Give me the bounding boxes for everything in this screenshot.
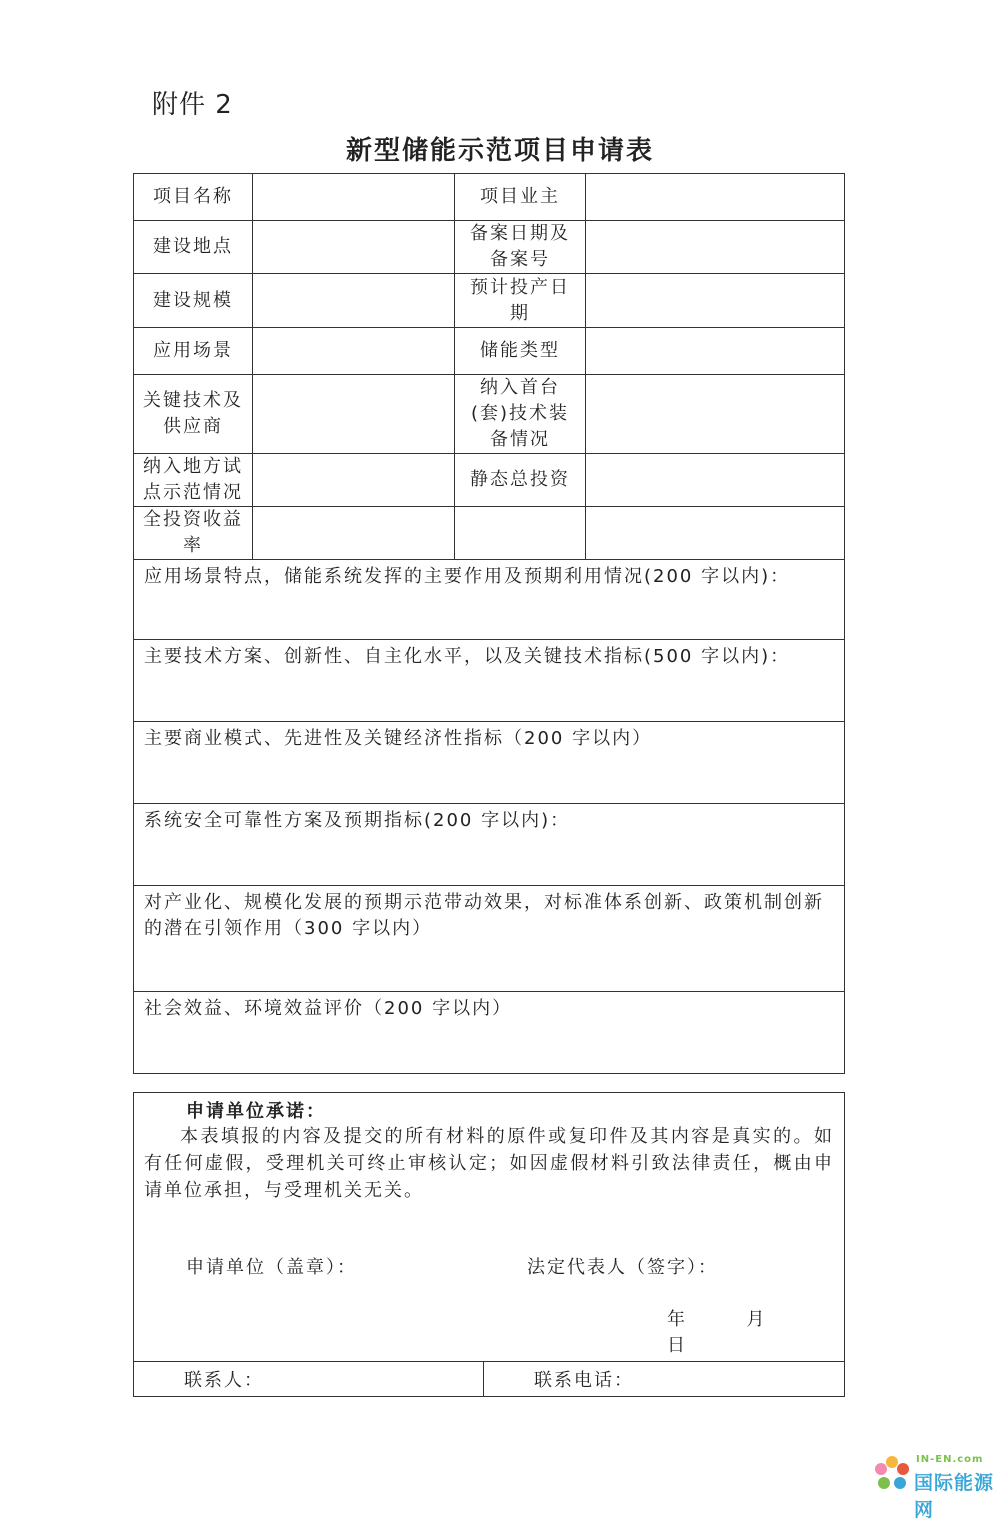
label-expected-date-line2: 期 (510, 302, 530, 324)
field-project-owner[interactable] (586, 174, 845, 221)
pledge-table (133, 1092, 845, 1397)
month-label: 月 (746, 1309, 767, 1330)
label-irr (134, 507, 253, 560)
watermark-logo (868, 1448, 1000, 1521)
label-build-location: 建设地点 (134, 221, 253, 274)
field-key-tech[interactable] (253, 375, 455, 454)
section-social-benefit[interactable]: 社会效益、环境效益评价（200 字以内） (134, 992, 845, 1074)
field-local-pilot[interactable] (253, 454, 455, 507)
unit-seal-label: 申请单位（盖章）： (186, 1257, 357, 1278)
label-key-tech (134, 375, 253, 454)
label-key-tech-line2: 供应商 (163, 416, 223, 437)
label-local-pilot-line1: 纳入地方试 (143, 456, 243, 477)
form-title: 新型储能示范项目申请表 (345, 136, 654, 166)
label-expected-date (455, 274, 586, 328)
label-app-scenario: 应用场景 (134, 328, 253, 375)
field-irr[interactable] (253, 507, 455, 560)
label-irr-line1: 全投资收益 (143, 509, 243, 530)
section-tech-plan[interactable]: 主要技术方案、创新性、自主化水平，以及关键技术指标(500 字以内)： (134, 640, 845, 722)
day-label: 日 (667, 1335, 687, 1356)
pledge-heading: 申请单位承诺： (186, 1101, 326, 1122)
label-project-owner: 项目业主 (455, 174, 586, 221)
label-expected-date-line1: 预计投产日 (470, 276, 570, 298)
label-irr-line2: 率 (183, 535, 203, 556)
section-scenario-features[interactable]: 应用场景特点，储能系统发挥的主要作用及预期利用情况(200 字以内)： (134, 560, 845, 640)
field-project-name[interactable] (253, 174, 455, 221)
label-static-invest: 静态总投资 (455, 454, 586, 507)
contact-person-label: 联系人： (184, 1370, 264, 1391)
field-first-set[interactable] (586, 375, 845, 454)
label-first-set-line2: (套)技术装 (470, 403, 570, 424)
label-build-scale: 建设规模 (134, 274, 253, 328)
label-storage-type: 储能类型 (455, 328, 586, 375)
date-row (667, 1305, 844, 1357)
field-app-scenario[interactable] (253, 328, 455, 375)
section-business-model[interactable]: 主要商业模式、先进性及关键经济性指标（200 字以内） (134, 722, 845, 804)
label-first-set-line3: 备情况 (490, 429, 550, 450)
label-filing-date-line1: 备案日期及 (470, 223, 570, 244)
year-label: 年 (667, 1309, 687, 1330)
label-key-tech-line1: 关键技术及 (143, 390, 243, 411)
field-blank-right[interactable] (586, 507, 845, 560)
label-local-pilot (134, 454, 253, 507)
field-filing-date[interactable] (586, 221, 845, 274)
contact-person-cell[interactable] (134, 1362, 484, 1397)
application-form-table (133, 173, 845, 1074)
label-project-name: 项目名称 (134, 174, 253, 221)
label-first-set (455, 375, 586, 454)
field-static-invest[interactable] (586, 454, 845, 507)
field-expected-date[interactable] (586, 274, 845, 328)
label-filing-date (455, 221, 586, 274)
flower-icon (872, 1454, 912, 1494)
attachment-label: 附件 2 (152, 90, 233, 120)
label-first-set-line1: 纳入首台 (480, 377, 560, 398)
section-safety-plan[interactable]: 系统安全可靠性方案及预期指标(200 字以内)： (134, 804, 845, 886)
watermark-cn: 国际能源网 (914, 1472, 995, 1521)
field-storage-type[interactable] (586, 328, 845, 375)
field-build-location[interactable] (253, 221, 455, 274)
watermark-en: IN-EN.com (916, 1454, 984, 1465)
contact-phone-label: 联系电话： (534, 1370, 634, 1391)
field-blank-left[interactable] (455, 507, 586, 560)
pledge-cell (134, 1093, 845, 1362)
contact-phone-cell[interactable] (484, 1362, 845, 1397)
legal-rep-label: 法定代表人（签字）： (527, 1257, 718, 1278)
field-build-scale[interactable] (253, 274, 455, 328)
label-filing-date-line2: 备案号 (490, 249, 550, 270)
section-demonstration-effect[interactable]: 对产业化、规模化发展的预期示范带动效果，对标准体系创新、政策机制创新的潜在引领作用（300 字以内） (134, 886, 845, 992)
pledge-body: 本表填报的内容及提交的所有材料的原件或复印件及其内容是真实的。如有任何虚假，受理机关可终止审核认定；如因虚假材料引致法律责任，概由申请单位承担，与受理机关无关。 (144, 1126, 834, 1201)
label-local-pilot-line2: 点示范情况 (143, 482, 243, 503)
